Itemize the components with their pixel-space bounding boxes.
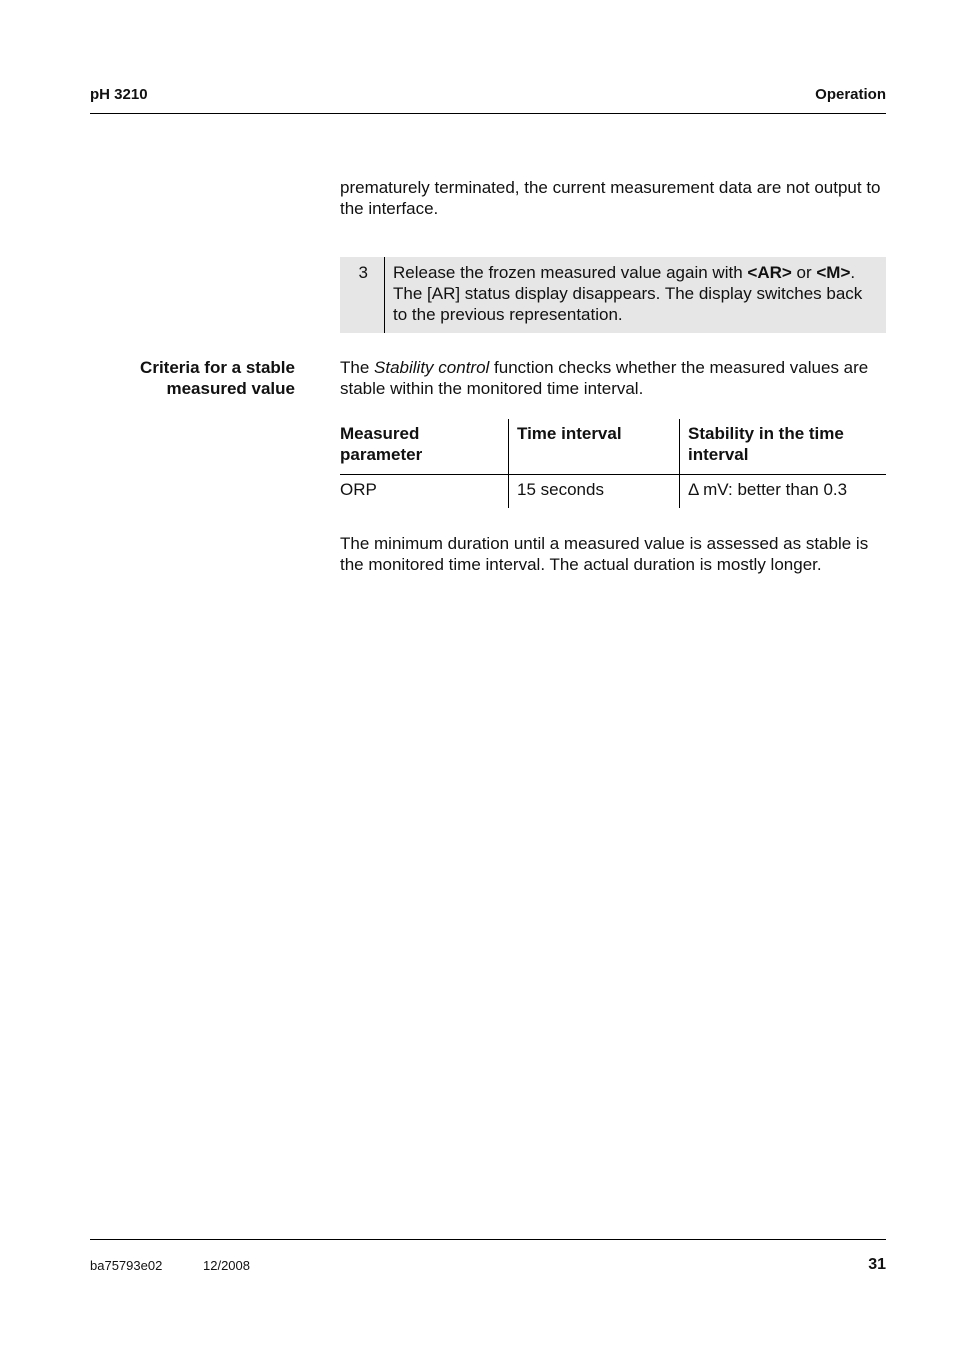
step-divider bbox=[384, 257, 385, 333]
section-text-before: The bbox=[340, 358, 375, 377]
step-box bbox=[340, 257, 886, 333]
footer-rule bbox=[90, 1239, 886, 1240]
column-header: Measured parameter bbox=[340, 419, 509, 475]
step-number: 3 bbox=[358, 263, 368, 282]
table-cell: ORP bbox=[340, 475, 509, 509]
section-paragraph bbox=[340, 357, 888, 399]
header-rule bbox=[90, 113, 886, 114]
footer-date: 12/2008 bbox=[203, 1258, 250, 1273]
step-text-before: Release the frozen measured value again with bbox=[393, 263, 748, 282]
section-text-after: function checks whether the measured values are stable within the monitored time interval. bbox=[340, 358, 869, 398]
header-chapter: Operation bbox=[815, 86, 886, 103]
table-cell: 15 seconds bbox=[509, 475, 680, 509]
section-heading: Criteria for a stable measured value bbox=[140, 358, 295, 398]
column-header: Stability in the time interval bbox=[680, 419, 887, 475]
footer-doc-code: ba75793e02 bbox=[90, 1258, 163, 1273]
header-product: pH 3210 bbox=[90, 86, 148, 103]
key-ar: <AR> bbox=[747, 263, 792, 282]
stability-control-emphasis: Stability control bbox=[374, 358, 490, 377]
key-m: <M> bbox=[816, 263, 851, 282]
page-number: 31 bbox=[868, 1256, 886, 1273]
closing-paragraph: The minimum duration until a measured value is assessed as stable is the monitored time interval. The actual duration is mostly longer. bbox=[340, 534, 869, 574]
stability-table bbox=[340, 419, 886, 508]
table-row bbox=[340, 475, 886, 509]
step-text bbox=[393, 262, 879, 325]
intro-paragraph: prematurely terminated, the current measurement data are not output to the interface. bbox=[340, 178, 881, 218]
table-header-row bbox=[340, 419, 886, 475]
step-text-middle: or bbox=[791, 263, 817, 282]
table-cell: Δ mV: better than 0.3 bbox=[688, 480, 848, 499]
column-header: Time interval bbox=[509, 419, 680, 475]
step-text-after: . The [AR] status display disappears. The display switches back to the previous representation. bbox=[393, 263, 863, 324]
